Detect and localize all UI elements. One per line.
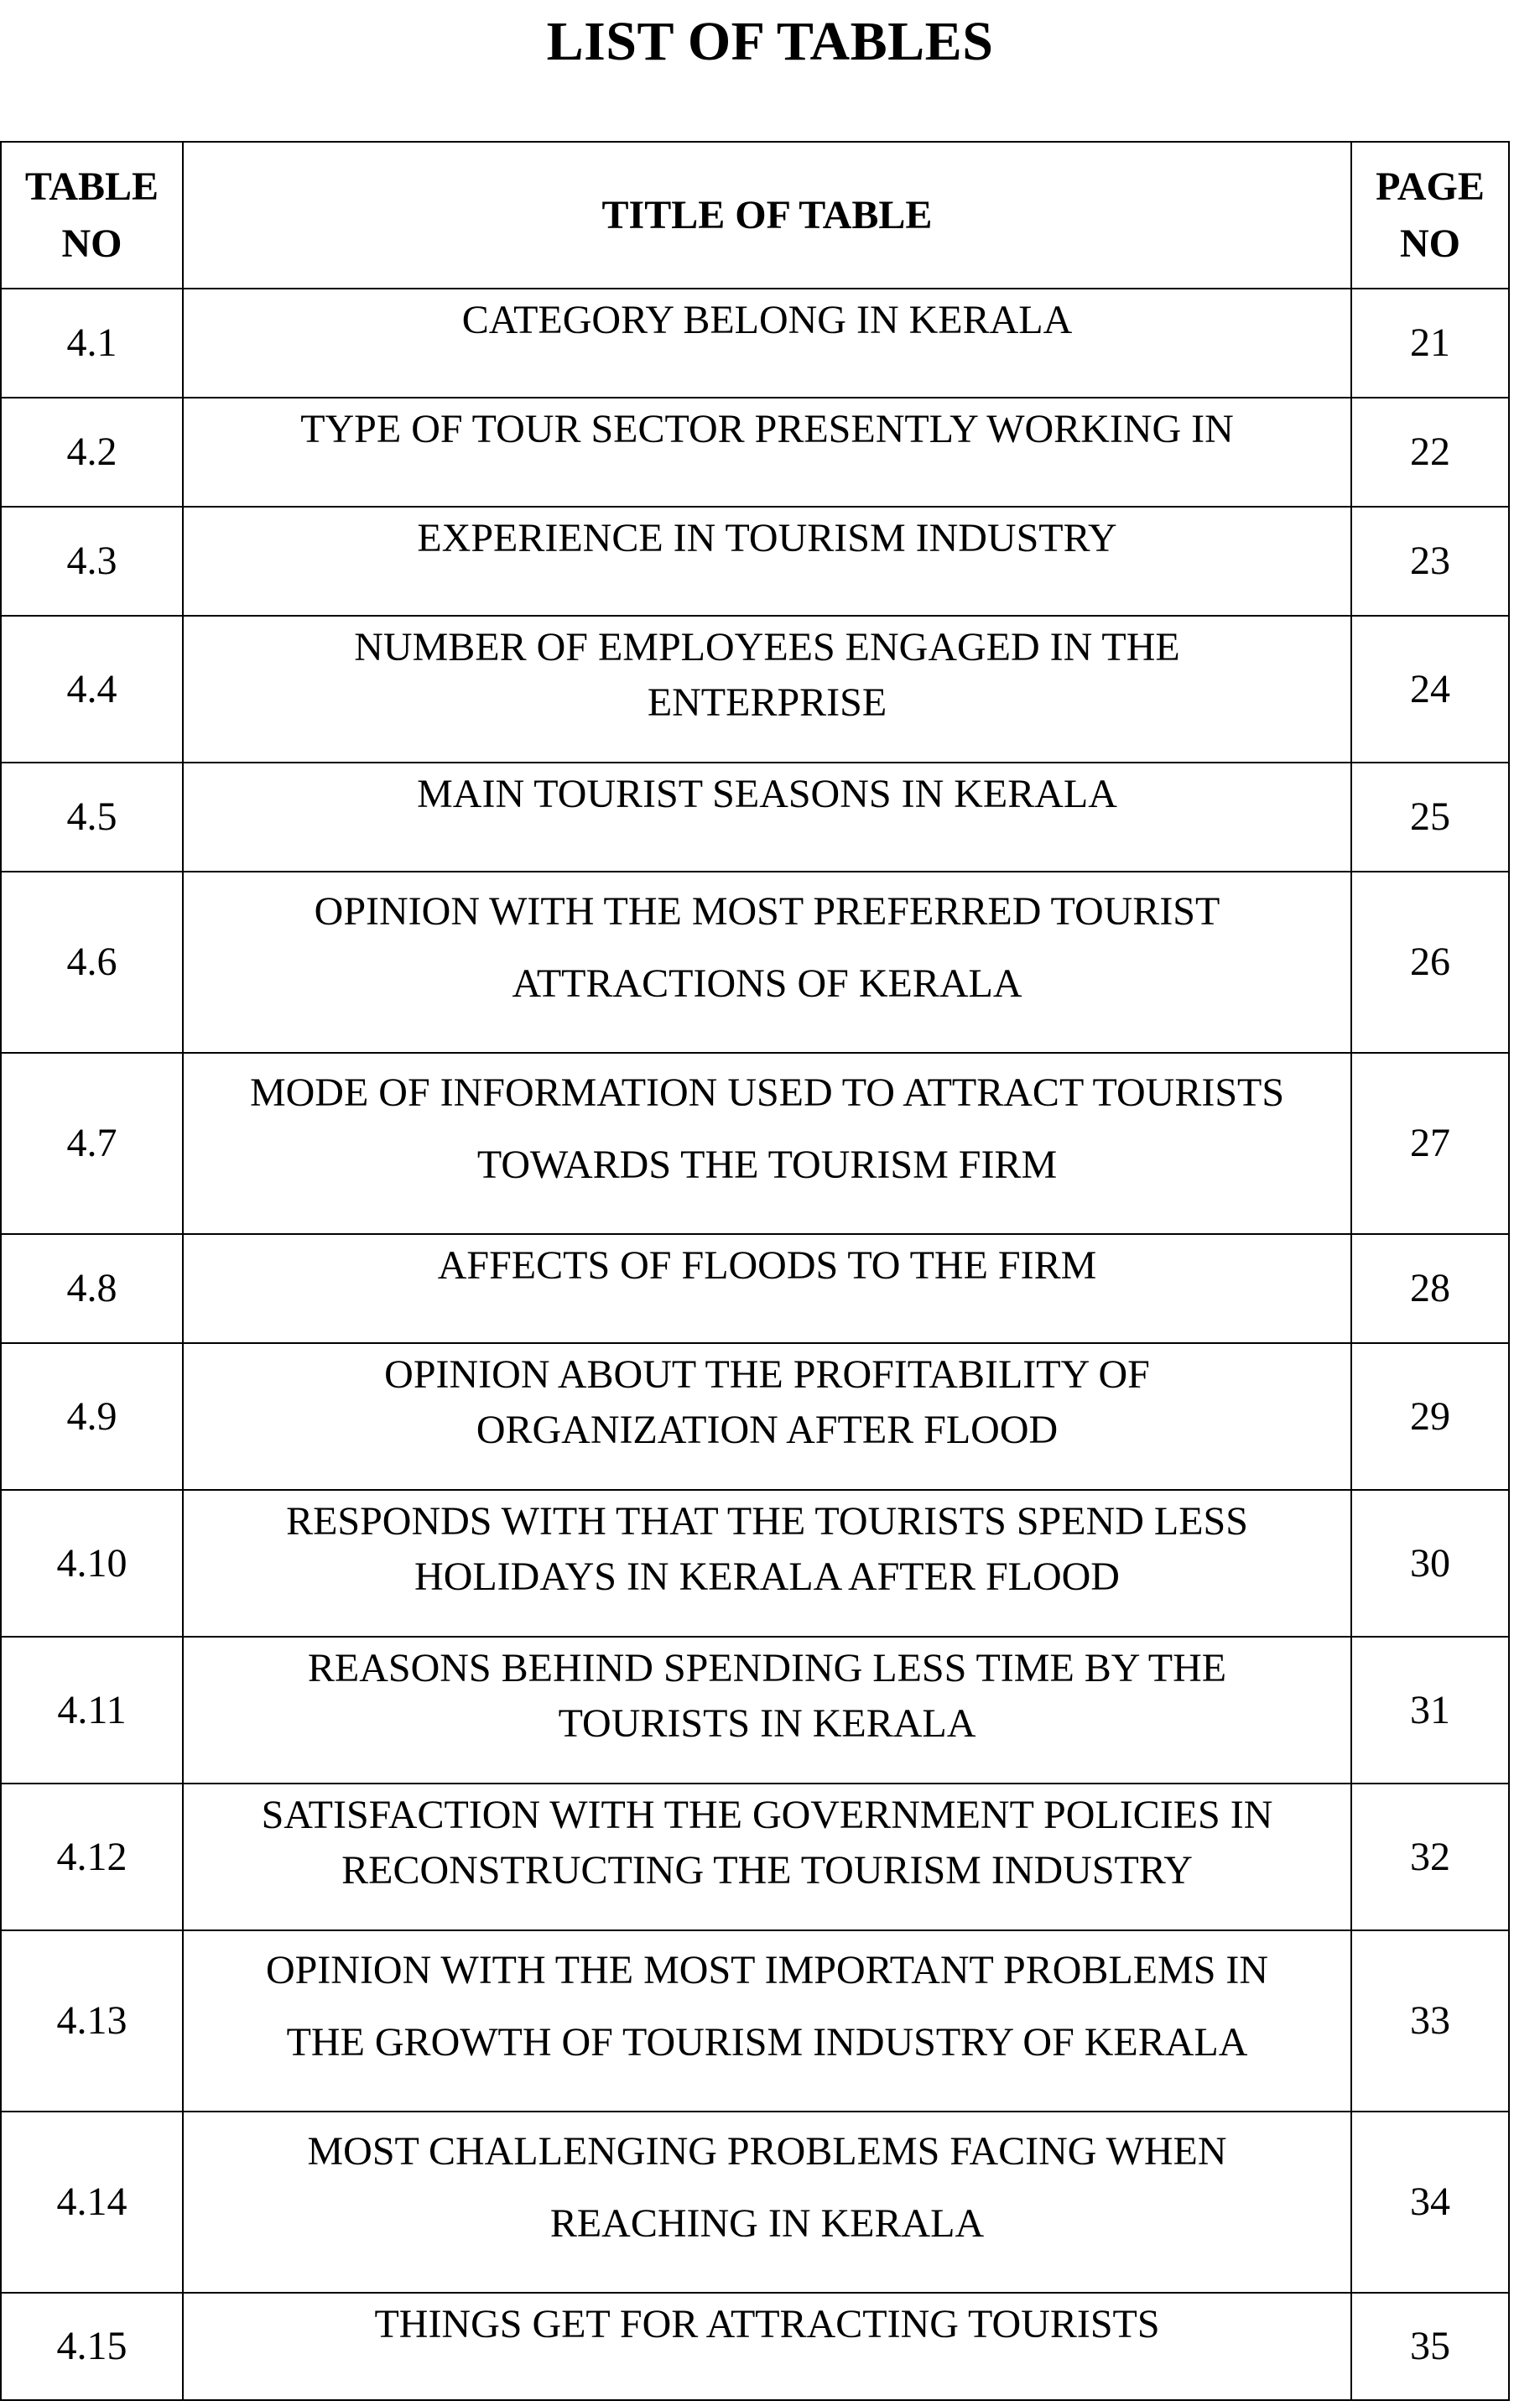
- table-row: [1, 2293, 1509, 2400]
- table-title-line: MOST CHALLENGING PROBLEMS FACING WHEN: [307, 2129, 1227, 2174]
- table-title: [183, 1053, 1351, 1234]
- table-number: 4.6: [1, 872, 183, 1053]
- table-number: 4.1: [1, 289, 183, 398]
- table-title-line: RESPONDS WITH THAT THE TOURISTS SPEND LESS: [286, 1499, 1248, 1544]
- table-title-line: OPINION WITH THE MOST PREFERRED TOURIST: [314, 889, 1220, 934]
- page-number: 25: [1351, 763, 1509, 872]
- table-title-line: MODE OF INFORMATION USED TO ATTRACT TOURISTS: [249, 1070, 1285, 1115]
- table-title-line: TYPE OF TOUR SECTOR PRESENTLY WORKING IN: [300, 407, 1234, 451]
- table-number: 4.13: [1, 1930, 183, 2112]
- table-title-line: CATEGORY BELONG IN KERALA: [461, 298, 1073, 342]
- table-title: [183, 763, 1351, 872]
- table-title-line: RECONSTRUCTING THE TOURISM INDUSTRY: [341, 1848, 1193, 1893]
- table-row: [1, 763, 1509, 872]
- table-title: [183, 1784, 1351, 1930]
- page-title: LIST OF TABLES: [546, 11, 994, 72]
- table-title-line: THINGS GET FOR ATTRACTING TOURISTS: [374, 2302, 1160, 2346]
- table-title: [183, 872, 1351, 1053]
- table-title-line: TOURISTS IN KERALA: [558, 1701, 976, 1746]
- header-page-no-line1: PAGE: [1376, 164, 1485, 209]
- table-row: [1, 1637, 1509, 1784]
- page-number: 27: [1351, 1053, 1509, 1234]
- table-number: 4.12: [1, 1784, 183, 1930]
- table-title-line: OPINION WITH THE MOST IMPORTANT PROBLEMS IN: [265, 1948, 1269, 1992]
- table-title: [183, 2112, 1351, 2293]
- table-title: [183, 1490, 1351, 1637]
- table-row: [1, 1490, 1509, 1637]
- table-row: [1, 507, 1509, 616]
- table-title: [183, 616, 1351, 763]
- table-row: [1, 289, 1509, 398]
- table-title-line: NUMBER OF EMPLOYEES ENGAGED IN THE: [354, 625, 1180, 669]
- table-title-line: EXPERIENCE IN TOURISM INDUSTRY: [417, 516, 1117, 560]
- page-number: 22: [1351, 398, 1509, 507]
- table-title: [183, 1234, 1351, 1343]
- table-number: 4.9: [1, 1343, 183, 1490]
- table-title-line: AFFECTS OF FLOODS TO THE FIRM: [437, 1243, 1097, 1288]
- table-number: 4.3: [1, 507, 183, 616]
- page-number: 24: [1351, 616, 1509, 763]
- page-number: 21: [1351, 289, 1509, 398]
- list-of-tables: [0, 141, 1510, 2401]
- table-title-line: ORGANIZATION AFTER FLOOD: [476, 1408, 1059, 1452]
- page-number: 35: [1351, 2293, 1509, 2400]
- table-number: 4.10: [1, 1490, 183, 1637]
- table-row: [1, 1343, 1509, 1490]
- page-number: 32: [1351, 1784, 1509, 1930]
- header-title: TITLE OF TABLE: [183, 142, 1351, 289]
- page-number: 34: [1351, 2112, 1509, 2293]
- table-title-line: ENTERPRISE: [647, 680, 887, 725]
- table-number: 4.11: [1, 1637, 183, 1784]
- header-row: [1, 142, 1509, 289]
- table-title: [183, 1930, 1351, 2112]
- header-table-no-line1: TABLE: [24, 164, 159, 209]
- table-number: 4.2: [1, 398, 183, 507]
- table-title-line: TOWARDS THE TOURISM FIRM: [476, 1143, 1058, 1187]
- page-number: 23: [1351, 507, 1509, 616]
- table-title-line: THE GROWTH OF TOURISM INDUSTRY OF KERALA: [286, 2020, 1248, 2065]
- page-number: 31: [1351, 1637, 1509, 1784]
- header-page-no: [1351, 142, 1509, 289]
- table-title-line: OPINION ABOUT THE PROFITABILITY OF: [384, 1352, 1150, 1397]
- table-title: [183, 398, 1351, 507]
- table-row: [1, 2112, 1509, 2293]
- header-table-no: [1, 142, 183, 289]
- table-number: 4.15: [1, 2293, 183, 2400]
- table-number: 4.14: [1, 2112, 183, 2293]
- table-row: [1, 872, 1509, 1053]
- table-number: 4.8: [1, 1234, 183, 1343]
- header-table-no-line2: NO: [61, 221, 122, 266]
- page-number: 28: [1351, 1234, 1509, 1343]
- header-page-no-line2: NO: [1400, 221, 1460, 266]
- table-title-line: REASONS BEHIND SPENDING LESS TIME BY THE: [307, 1646, 1227, 1690]
- page-number: 33: [1351, 1930, 1509, 2112]
- table-row: [1, 1784, 1509, 1930]
- table-title-line: REACHING IN KERALA: [549, 2201, 985, 2246]
- table-title: [183, 289, 1351, 398]
- table-title: [183, 2293, 1351, 2400]
- table-row: [1, 1053, 1509, 1234]
- table-title-line: MAIN TOURIST SEASONS IN KERALA: [417, 772, 1117, 816]
- table-row: [1, 616, 1509, 763]
- table-title: [183, 507, 1351, 616]
- table-title: [183, 1637, 1351, 1784]
- table-row: [1, 1234, 1509, 1343]
- table-title-line: SATISFACTION WITH THE GOVERNMENT POLICIES IN: [261, 1793, 1273, 1837]
- page-number: 30: [1351, 1490, 1509, 1637]
- table-number: 4.5: [1, 763, 183, 872]
- table-row: [1, 398, 1509, 507]
- table-number: 4.4: [1, 616, 183, 763]
- table-number: 4.7: [1, 1053, 183, 1234]
- table-title-line: HOLIDAYS IN KERALA AFTER FLOOD: [414, 1555, 1120, 1599]
- table-row: [1, 1930, 1509, 2112]
- table-title-line: ATTRACTIONS OF KERALA: [512, 961, 1022, 1006]
- page-number: 29: [1351, 1343, 1509, 1490]
- page-number: 26: [1351, 872, 1509, 1053]
- table-title: [183, 1343, 1351, 1490]
